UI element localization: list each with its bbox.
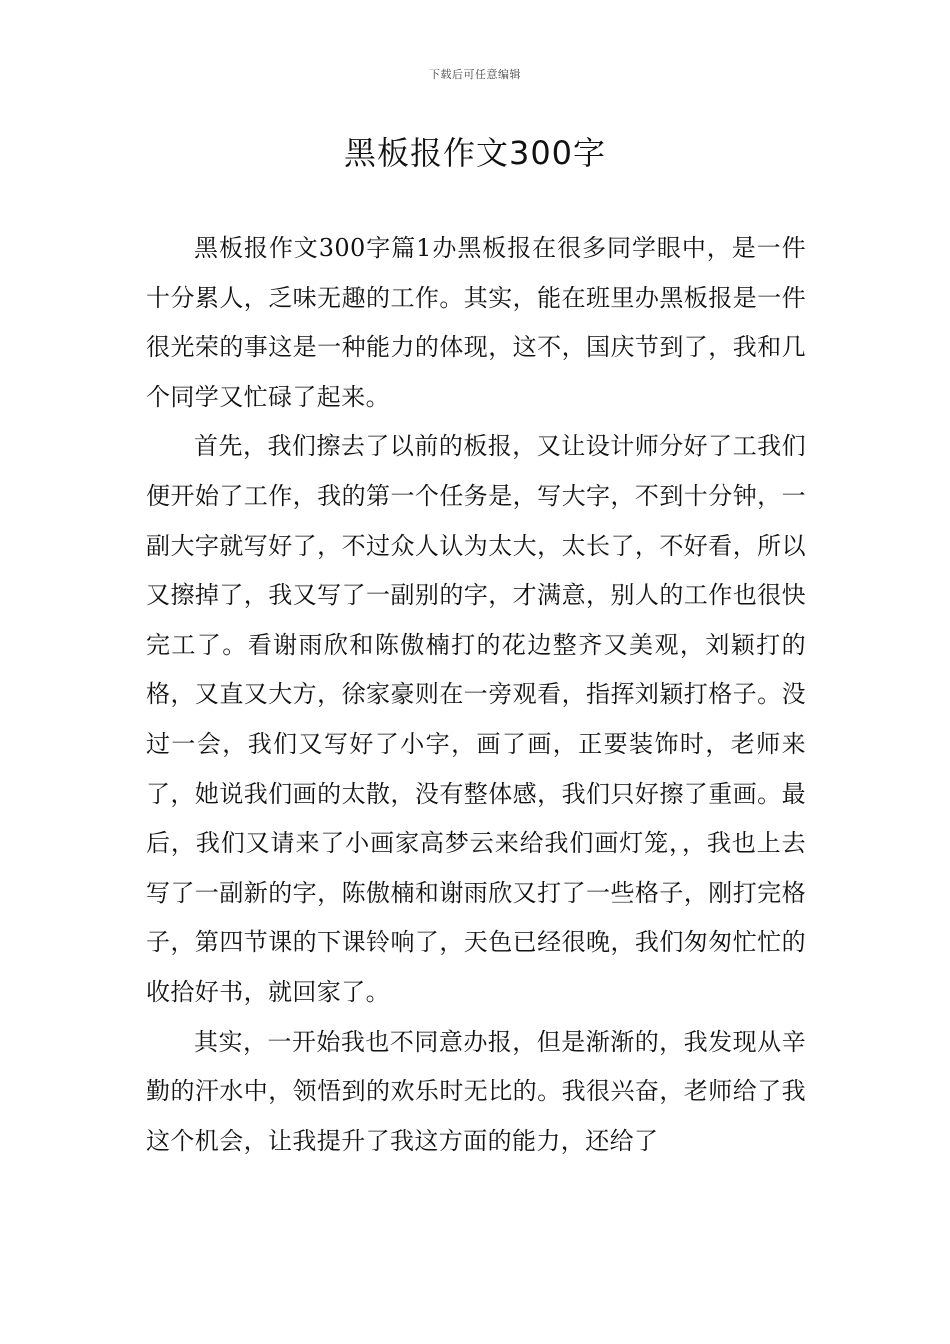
header-note: 下载后可任意编辑 (429, 68, 521, 81)
paragraph-2: 首先，我们擦去了以前的板报，又让设计师分好了工我们便开始了工作，我的第一个任务是，写大字，不到十分钟，一副大字就写好了，不过众人认为太大，太长了，不好看，所以又擦掉了，我又写了一副别的字，才满意，别人的工作也很快完工了。看谢雨欣和陈傲楠打的花边整齐又美观，刘颖打的格，又直又大方，徐家豪则在一旁观看，指挥刘颖打格子。没过一会，我们又写好了小字，画了画，正要装饰时，老师来了，她说我们画的太散，没有整体感，我们只好擦了重画。最后，我们又请来了小画家高梦云来给我们画灯笼，，我也上去写了一副新的字，陈傲楠和谢雨欣又打了一些格子，刚打完格子，第四节课的下课铃响了，天色已经很晚，我们匆匆忙忙的收拾好书，就回家了。 (146, 432, 806, 1006)
document-title: 黑板报作文300字 (343, 134, 607, 172)
paragraph-3: 其实，一开始我也不同意办报，但是渐渐的，我发现从辛勤的汗水中，领悟到的欢乐时无比的。我很兴奋，老师给了我这个机会，让我提升了我这方面的能力，还给了 (146, 1027, 806, 1155)
paragraph-1: 黑板报作文300字篇1办黑板报在很多同学眼中，是一件十分累人，乏味无趣的工作。其实，能在班里办黑板报是一件很光荣的事这是一种能力的体现，这不，国庆节到了，我和几个同学又忙碌了起来。 (146, 234, 806, 411)
document-body (146, 224, 806, 1166)
